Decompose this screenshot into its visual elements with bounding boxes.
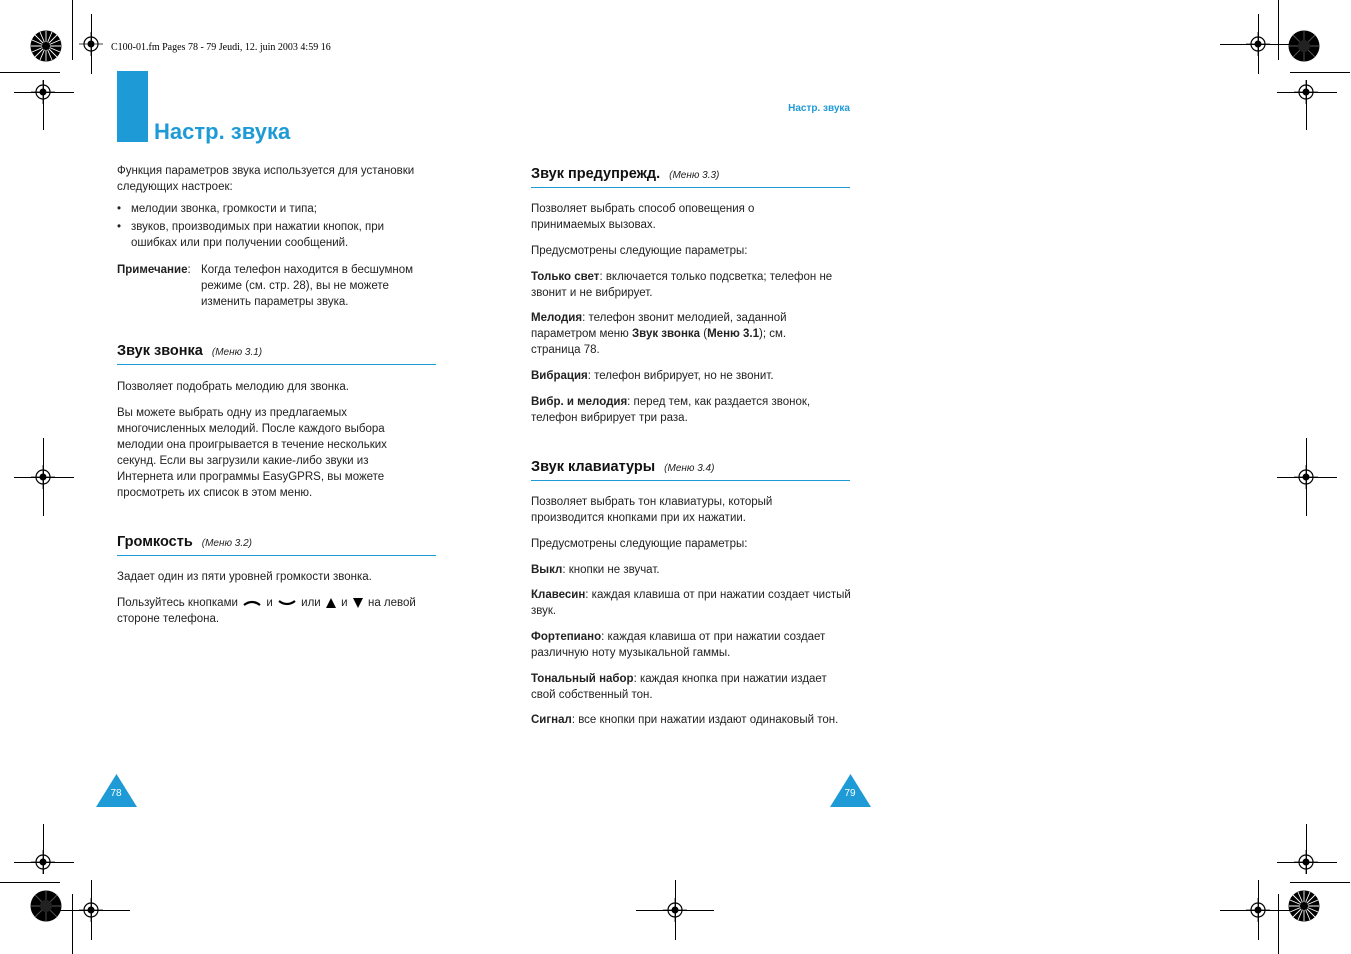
keypad-item: [531, 629, 851, 661]
trim-line: [1306, 80, 1307, 130]
paragraph: Позволяет подобрать мелодию для звонка.: [117, 381, 349, 393]
option-label: Клавесин: [531, 589, 586, 601]
bullet-item: [117, 219, 427, 251]
intro-paragraph: [117, 163, 417, 195]
section-menu-ref: (Меню 3.4): [664, 463, 715, 474]
option-label: Выкл: [531, 564, 563, 576]
option-text: : перед тем, как раздается звонок, телефон вибрирует три раза.: [531, 396, 811, 424]
option-text: (: [700, 328, 708, 340]
trim-line: [14, 92, 74, 93]
trim-line: [1277, 477, 1337, 478]
trim-line: [60, 910, 130, 911]
trim-line: [1278, 894, 1279, 954]
page-number: 78: [110, 788, 122, 799]
note-block: Примечание: Когда телефон находится в бесшумном режиме (см. стр. 28), вы не можете изменить параметры звука.: [117, 262, 437, 278]
option-label: Сигнал: [531, 714, 572, 726]
text-fragment: или: [301, 597, 321, 609]
volume-p1: [117, 569, 437, 585]
text-fragment: и: [341, 597, 348, 609]
option-label: Только свет: [531, 271, 600, 283]
section-header-volume: [117, 533, 436, 556]
trim-line: [1290, 882, 1350, 883]
ring-p2: [117, 405, 417, 501]
option-text: : включается только подсветка; телефон не звонит и не вибрирует.: [531, 271, 833, 299]
menu-reference: Звук звонка: [631, 328, 701, 340]
volume-up-key-icon: [243, 599, 261, 607]
section-header-alert: [531, 165, 850, 188]
running-head: Настр. звука: [788, 103, 850, 114]
page-title: Настр. звука: [154, 119, 291, 144]
paragraph: Позволяет выбрать способ оповещения о принимаемых вызовах.: [531, 203, 755, 231]
trim-line: [1220, 44, 1290, 45]
option-text: : каждая клавиша от при нажатии создает различную ноту музыкальной гаммы.: [531, 631, 826, 659]
option-text: ); см. страница 78.: [531, 328, 787, 356]
section-title-text: Звук предупрежд.: [531, 166, 661, 182]
paragraph: Предусмотрены следующие параметры:: [531, 245, 748, 257]
paragraph: Задает один из пяти уровней громкости звонка.: [117, 571, 372, 583]
menu-reference: Меню 3.1: [707, 328, 760, 340]
option-text: : телефон вибрирует, но не звонит.: [587, 370, 774, 382]
trim-line: [1277, 862, 1337, 863]
trim-line: [91, 14, 92, 74]
star-target-icon: [1288, 30, 1320, 62]
trim-line: [43, 824, 44, 874]
bullet-dot: •: [117, 203, 122, 215]
star-target-icon: [30, 30, 62, 62]
trim-line: [636, 910, 714, 911]
keypad-item: [531, 562, 851, 578]
trim-line: [0, 72, 60, 73]
section-title-text: Звук клавиатуры: [531, 459, 656, 475]
section-title: [117, 534, 252, 550]
text-fragment: на левой стороне телефона.: [117, 597, 416, 625]
keypad-item: [531, 587, 851, 619]
trim-line: [72, 0, 73, 60]
option-text: : все кнопки при нажатии издают одинаковый тон.: [571, 714, 839, 726]
trim-line: [1278, 0, 1279, 60]
option-text: : кнопки не звучат.: [562, 564, 660, 576]
section-title-text: Громкость: [117, 534, 193, 550]
section-header-keypad: [531, 458, 850, 481]
trim-line: [72, 894, 73, 954]
bullet-text: мелодии звонка, громкости и типа;: [131, 203, 317, 215]
keypad-item: [531, 712, 851, 728]
option-label: Мелодия: [531, 312, 583, 324]
up-arrow-icon: [326, 598, 336, 608]
star-target-icon: [1288, 890, 1320, 922]
ring-p1: [117, 379, 437, 395]
section-title: [531, 166, 719, 182]
section-title: [531, 459, 714, 475]
paragraph: Позволяет выбрать тон клавиатуры, который производится кнопками при их нажатии.: [531, 496, 773, 524]
trim-line: [14, 862, 74, 863]
trim-line: [1306, 824, 1307, 874]
text-fragment: и: [266, 597, 273, 609]
bullet-text: звуков, производимых при нажатии кнопок, при ошибках или при получении сообщений.: [131, 221, 385, 249]
alert-item: [531, 269, 851, 301]
section-title: [117, 343, 262, 359]
option-text: : каждая кнопка при нажатии издает свой собственный тон.: [531, 673, 827, 701]
paragraph: Предусмотрены следующие параметры:: [531, 538, 748, 550]
section-menu-ref: (Меню 3.3): [669, 170, 720, 181]
bullet-item: [117, 201, 427, 217]
alert-item: [531, 368, 851, 384]
trim-line: [0, 882, 60, 883]
trim-line: [43, 80, 44, 130]
keypad-p2: [531, 536, 851, 552]
volume-down-key-icon: [278, 599, 296, 607]
trim-line: [14, 477, 74, 478]
alert-item: [531, 310, 831, 358]
trim-line: [1220, 910, 1290, 911]
bullet-dot: •: [117, 221, 122, 233]
option-label: Фортепиано: [531, 631, 602, 643]
paragraph: [117, 595, 437, 627]
keypad-p1: [531, 494, 811, 526]
alert-p1: [531, 201, 781, 233]
page-number: 79: [844, 788, 856, 799]
paragraph: Вы можете выбрать одну из предлагаемых многочисленных мелодий. После каждого выбора мелодии она проигрывается в течение нескольких секунд. Если вы загрузили какие-либо звуки из Интернета или программы EasyGPRS, вы можете просмотреть их список в этом меню.: [117, 407, 387, 499]
option-text: : телефон звонит мелодией, заданной параметром меню: [531, 312, 787, 340]
section-title-text: Звук звонка: [117, 343, 203, 359]
note-label: Примечание: [117, 264, 188, 276]
trim-line: [1277, 92, 1337, 93]
title-accent-bar: [117, 71, 148, 142]
alert-p2: [531, 243, 851, 259]
note-text: Когда телефон находится в бесшумном режиме (см. стр. 28), вы не можете изменить параметры звука.: [201, 264, 414, 308]
trim-line: [1290, 72, 1350, 73]
volume-p2: [117, 595, 437, 627]
text-fragment: Пользуйтесь кнопками: [117, 597, 238, 609]
star-target-icon: [30, 890, 62, 922]
alert-item: [531, 394, 851, 426]
keypad-item: [531, 671, 851, 703]
down-arrow-icon: [353, 598, 363, 608]
option-text: : каждая клавиша от при нажатии создает чистый звук.: [531, 589, 851, 617]
section-menu-ref: (Меню 3.1): [211, 347, 263, 358]
option-label: Вибр. и мелодия: [531, 396, 628, 408]
intro-text: Функция параметров звука используется для установки следующих настроек:: [117, 165, 415, 193]
option-label: Вибрация: [531, 370, 588, 382]
option-label: Тональный набор: [531, 673, 634, 685]
section-header-ring: [117, 342, 436, 365]
file-header: C100-01.fm Pages 78 - 79 Jeudi, 12. juin 2003 4:59 16: [111, 42, 331, 53]
section-menu-ref: (Меню 3.2): [201, 538, 252, 549]
